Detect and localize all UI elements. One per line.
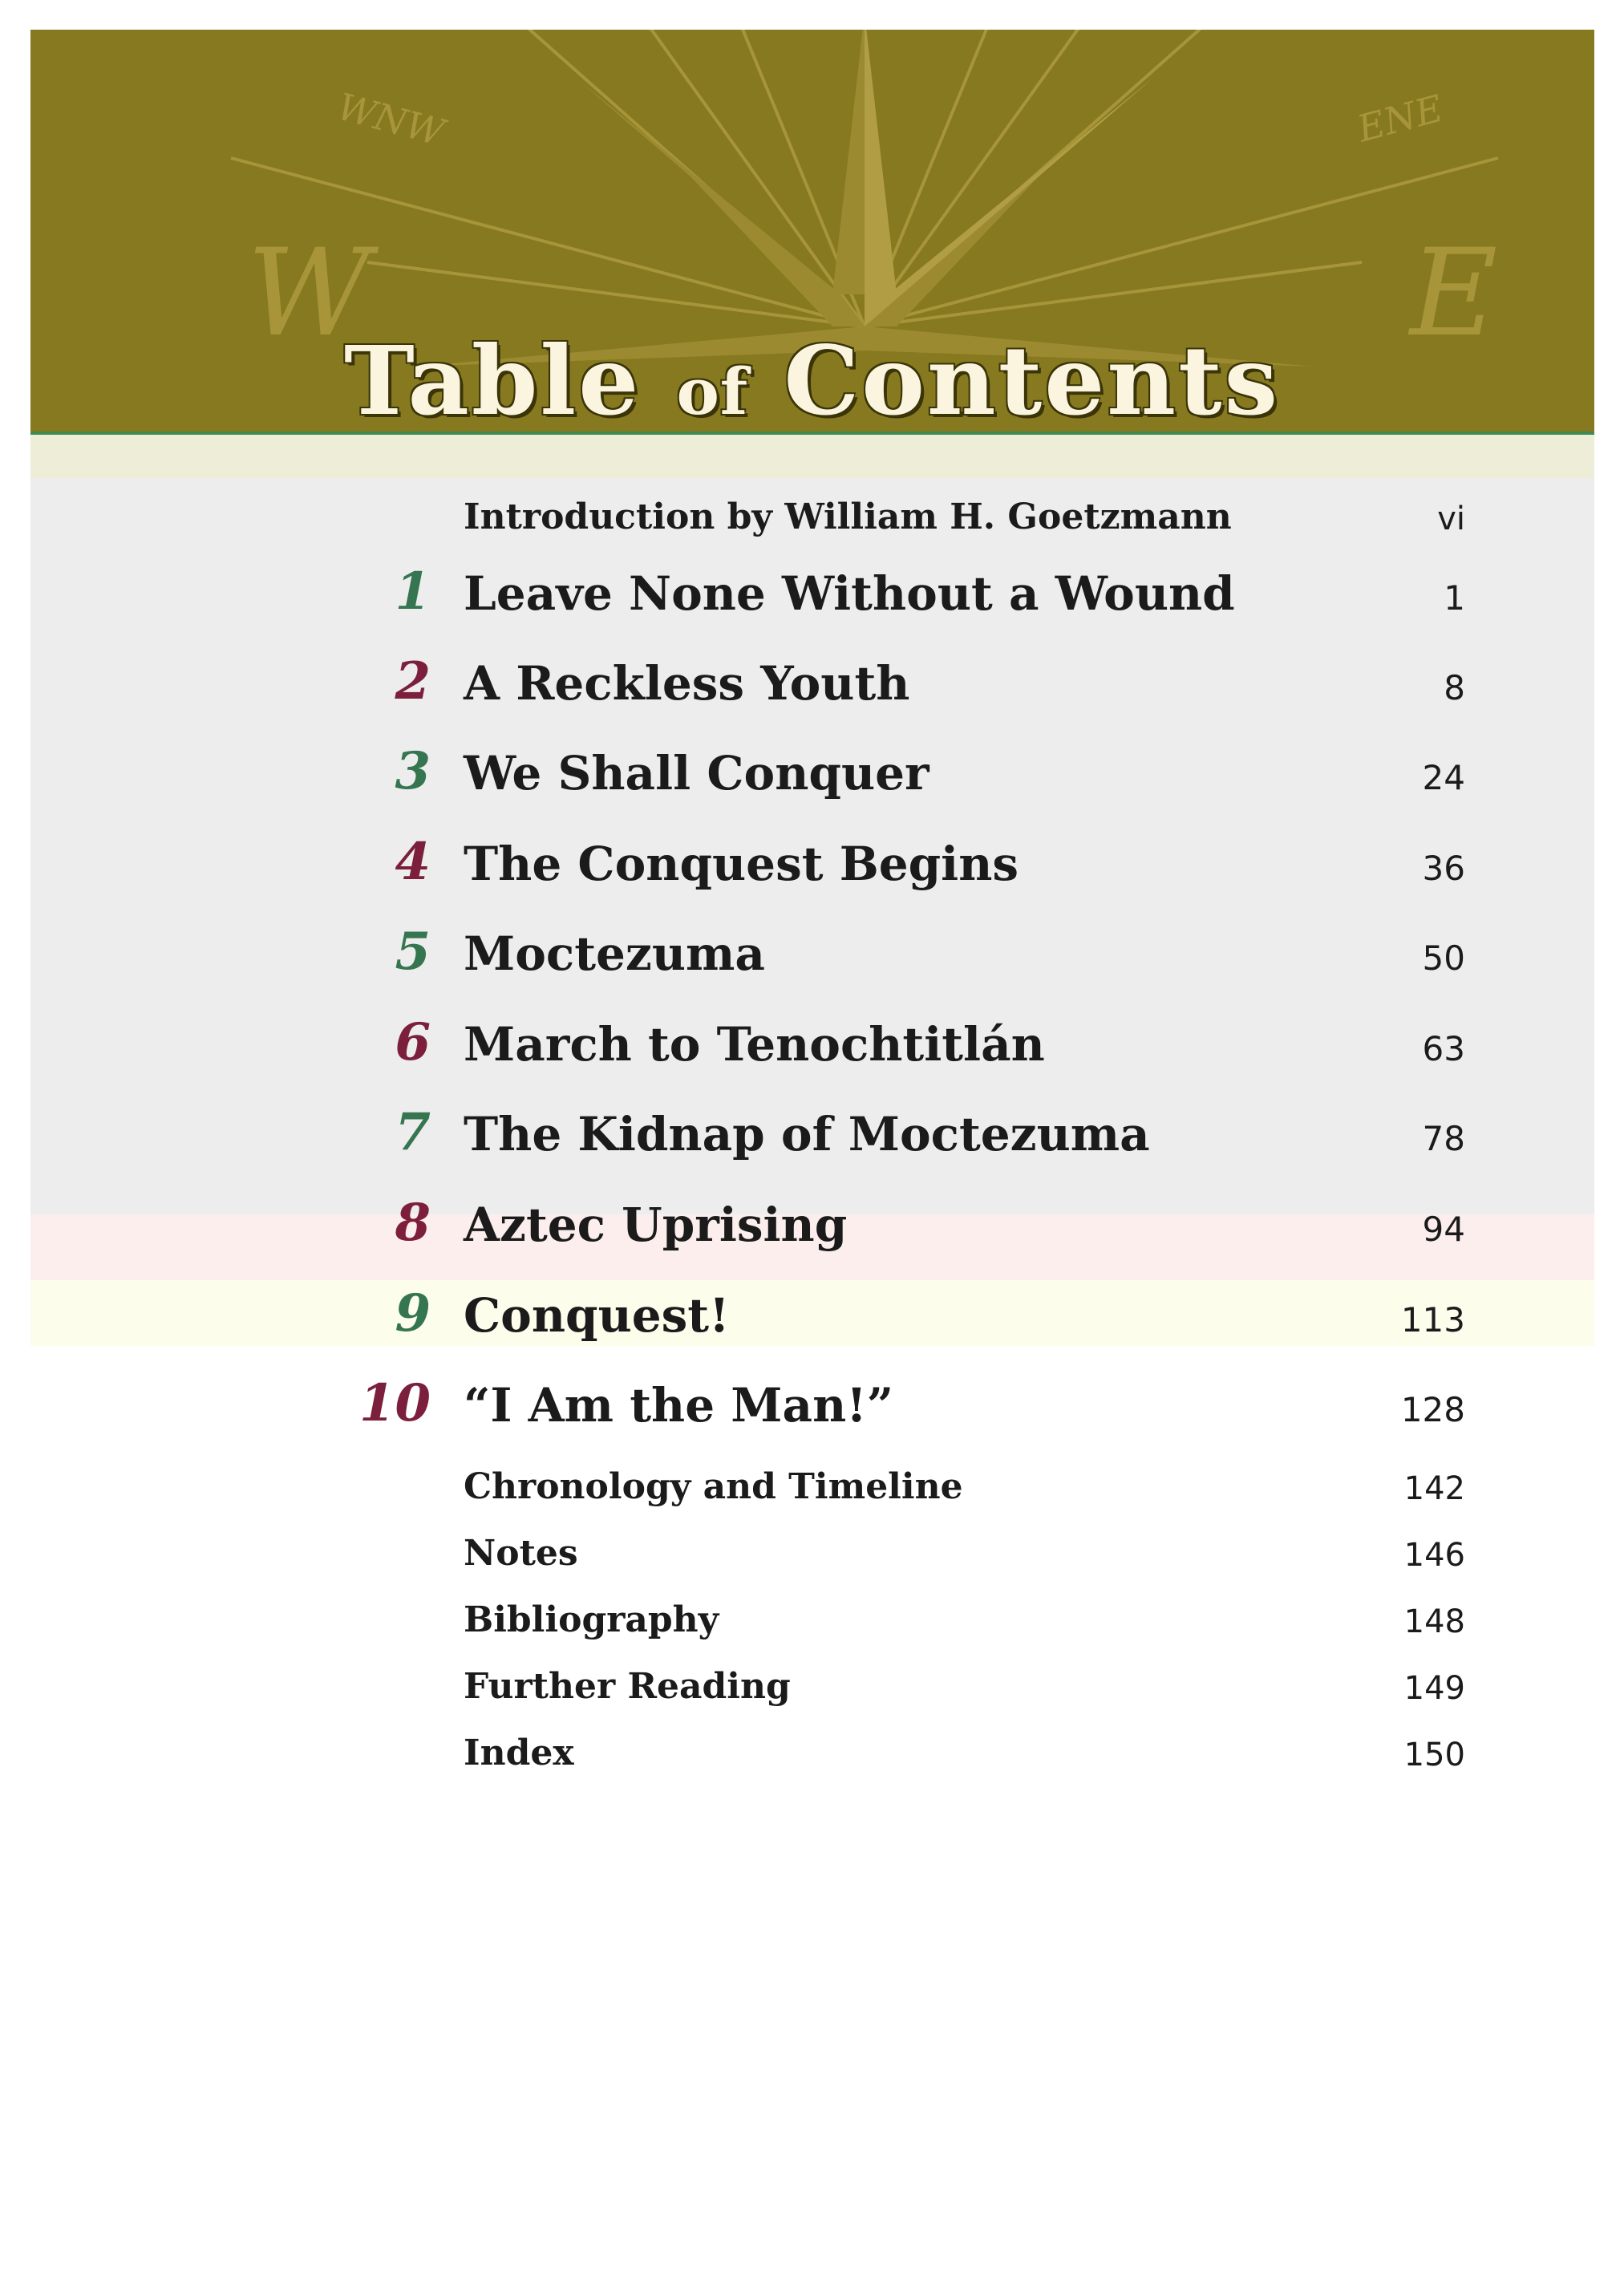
title-word-of: of [676,354,749,429]
chapter-page: 128 [1400,1390,1465,1429]
toc-entry-page: vi [1437,501,1465,537]
chapter-page: 94 [1422,1210,1465,1249]
compass-label-wnw: WNW [333,84,449,155]
chapter-number: 5 [395,922,431,982]
chapter-number: 8 [395,1193,431,1253]
chapter-page: 36 [1422,849,1465,888]
chapter-number: 9 [395,1283,431,1344]
toc-entry-title: Further Reading [464,1666,791,1707]
title-word-contents: Contents [784,325,1281,436]
chapter-number: 1 [395,561,431,622]
chapter-number: 2 [395,651,431,711]
chapter-page: 1 [1444,578,1465,618]
chapter-title: “I Am the Man!” [464,1378,894,1433]
chapter-title: We Shall Conquer [464,746,929,801]
chapter-number: 7 [395,1102,431,1162]
chapter-title: Leave None Without a Wound [464,566,1235,621]
toc-entry-page: 148 [1403,1603,1465,1640]
toc-entry-title: Notes [464,1533,578,1574]
chapter-title: Aztec Uprising [464,1198,848,1252]
chapter-page: 24 [1422,758,1465,797]
chapter-title: A Reckless Youth [464,656,910,711]
compass-label-e: E [1410,224,1498,363]
toc-entry-page: 149 [1403,1670,1465,1707]
toc-entry-page: 150 [1403,1737,1465,1773]
chapter-title: March to Tenochtitlán [464,1017,1045,1072]
toc-entry-title: Chronology and Timeline [464,1466,963,1507]
highlight-band-yellow [30,1280,1594,1346]
chapter-title: Moctezuma [464,926,765,981]
page-title [0,325,1624,444]
chapter-title: The Conquest Begins [464,837,1019,891]
toc-entry-page: 142 [1403,1470,1465,1507]
toc-entry-title: Bibliography [464,1599,719,1640]
chapter-page: 63 [1422,1029,1465,1068]
toc-entry-page: 146 [1403,1537,1465,1574]
chapter-page: 8 [1444,668,1465,707]
chapter-page: 50 [1422,938,1465,978]
chapter-title: Conquest! [464,1288,730,1343]
chapter-number: 4 [395,832,431,892]
chapter-title: The Kidnap of Moctezuma [464,1107,1150,1161]
compass-label-w: W [247,224,371,363]
compass-label-ene: ENE [1352,86,1448,151]
chapter-number: 10 [358,1373,431,1433]
chapter-page: 113 [1400,1300,1465,1340]
chapter-number: 3 [395,741,431,801]
chapter-page: 78 [1422,1119,1465,1158]
chapter-number: 6 [395,1012,431,1072]
toc-entry-title: Introduction by William H. Goetzmann [464,497,1232,537]
title-word-table: Table [343,325,642,436]
toc-entry-title: Index [464,1733,574,1773]
